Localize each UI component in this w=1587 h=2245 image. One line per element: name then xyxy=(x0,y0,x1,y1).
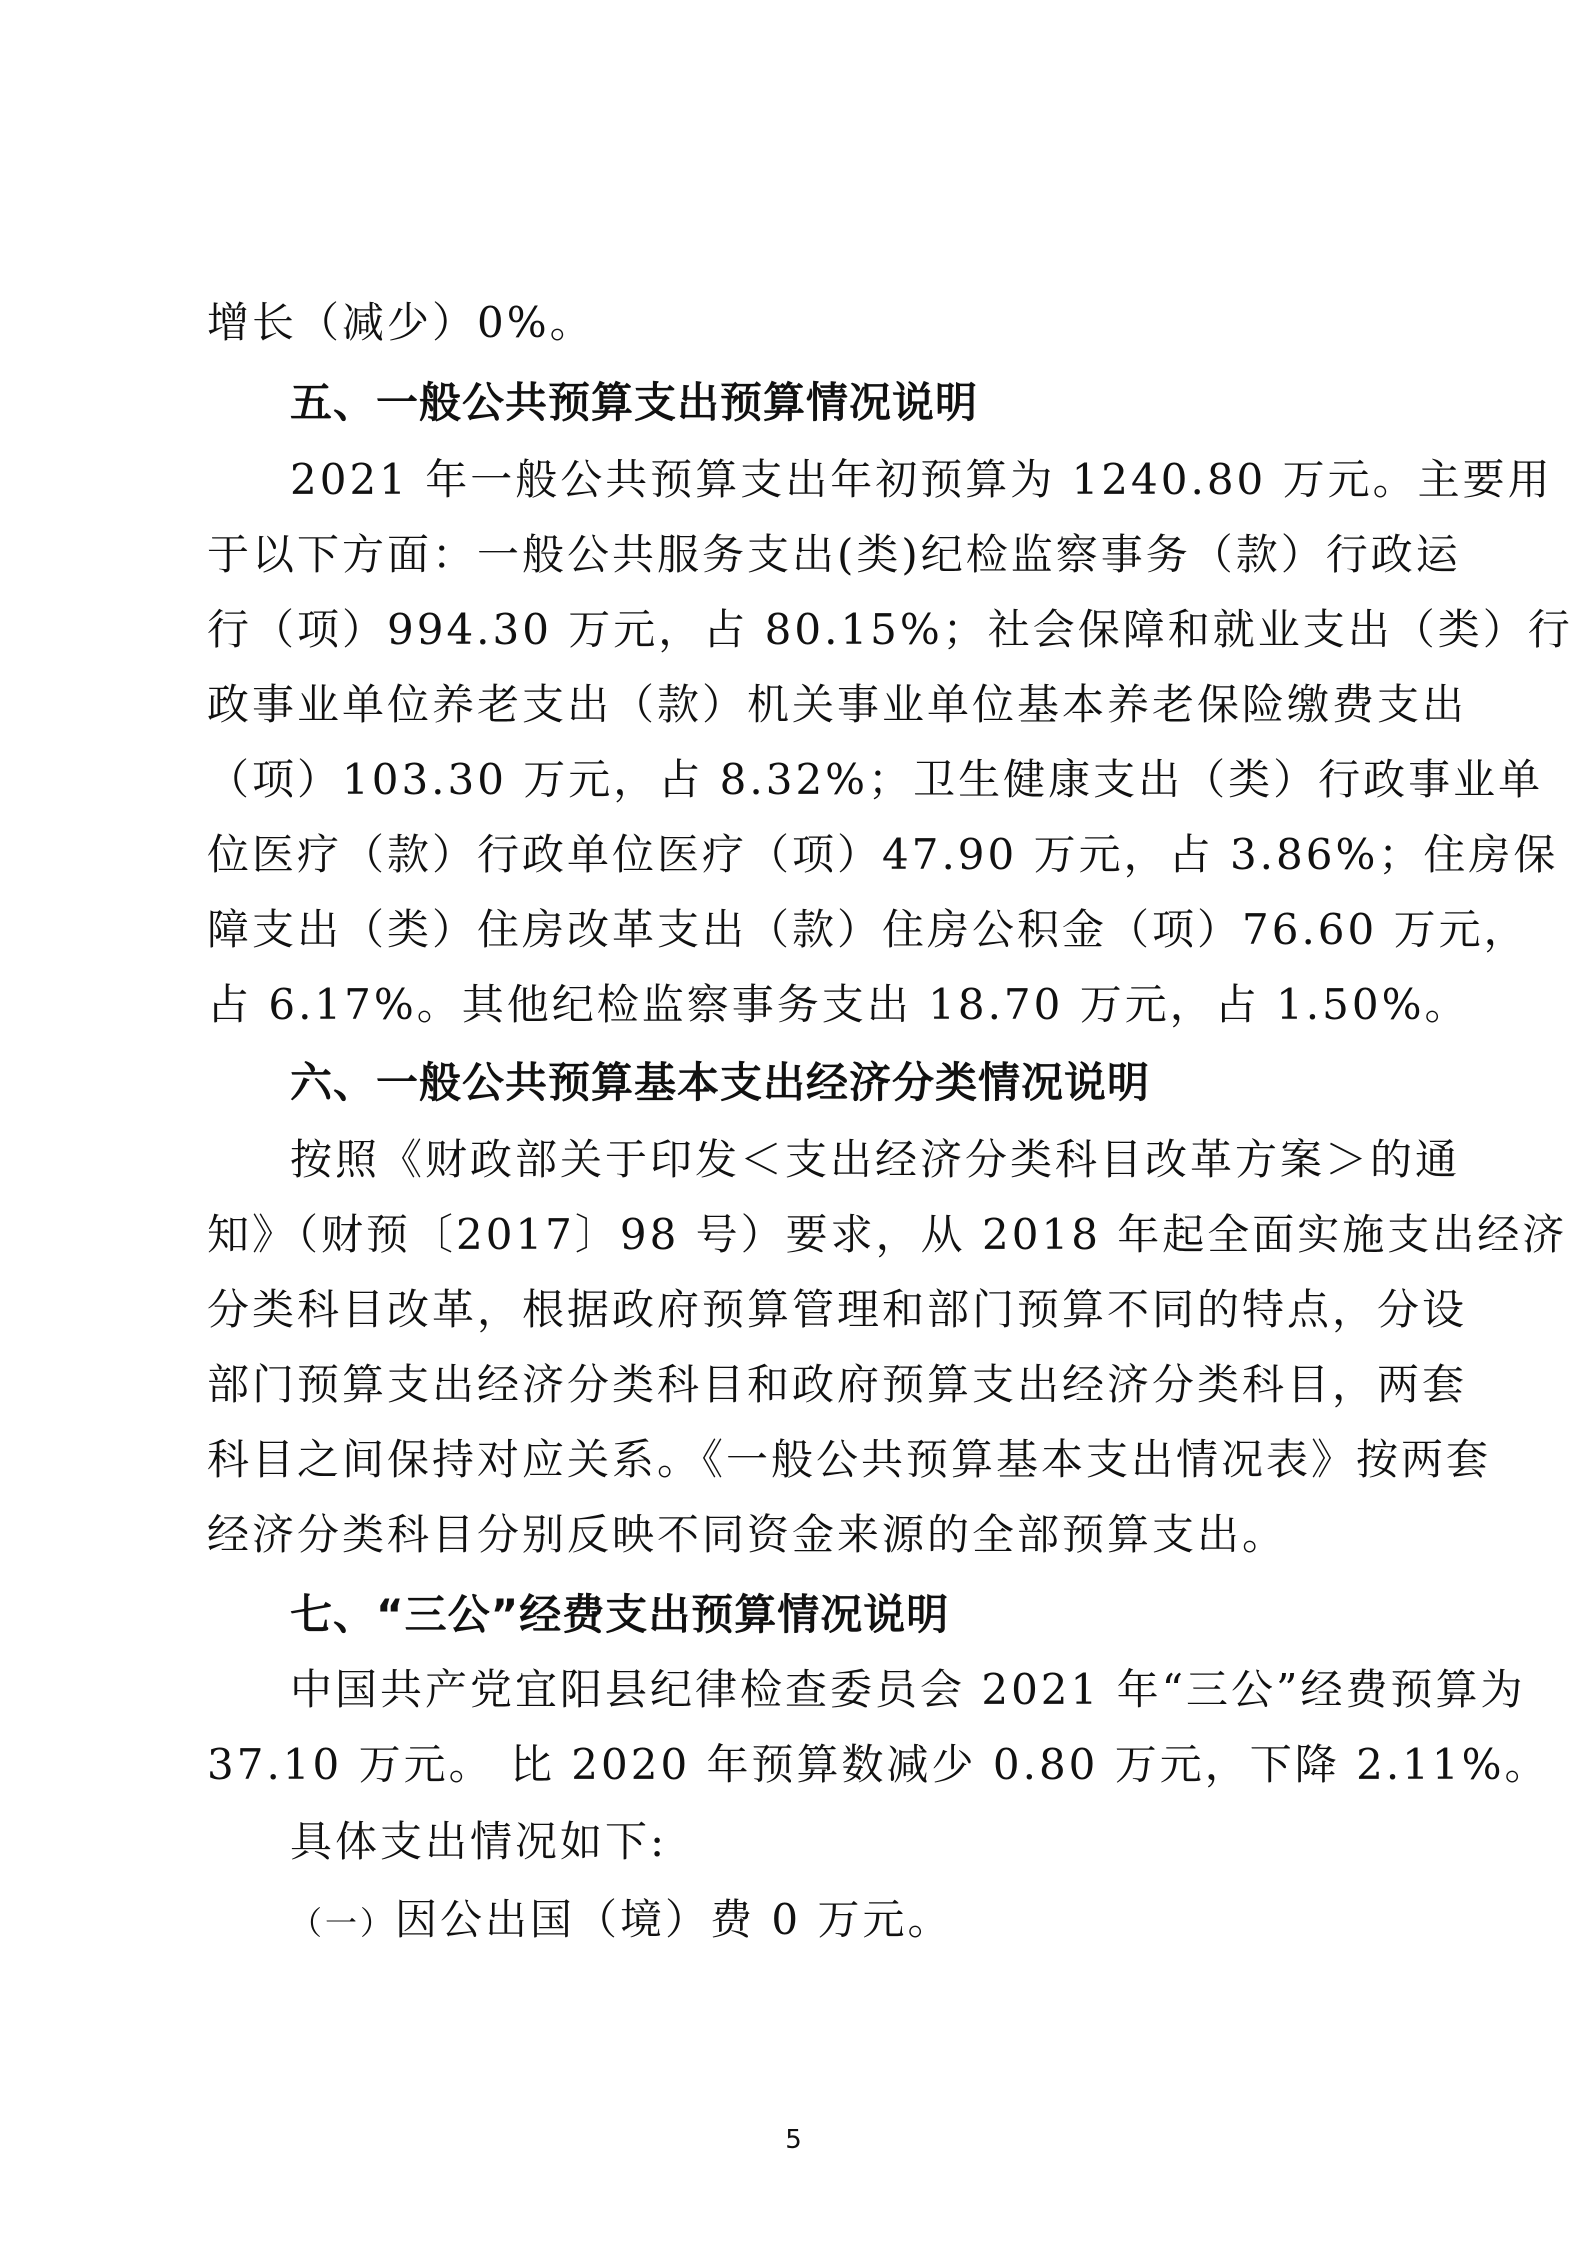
list-item-text: 因公出国（境）费 0 万元。 xyxy=(395,1895,953,1944)
paragraph-line: 2021 年一般公共预算支出年初预算为 1240.80 万元。主要用 xyxy=(290,455,1553,504)
paragraph-line: 障支出（类）住房改革支出（款）住房公积金（项）76.60 万元， xyxy=(207,905,1529,954)
paragraph-line: （项）103.30 万元，占 8.32%；卫生健康支出（类）行政事业单 xyxy=(207,755,1544,804)
paragraph-line: 知》（财预〔2017〕98 号）要求，从 2018 年起全面实施支出经济 xyxy=(207,1210,1568,1259)
section-heading-7: 七、“三公”经费支出预算情况说明 xyxy=(290,1590,950,1639)
paragraph-line: 中国共产党宜阳县纪律检查委员会 2021 年“三公”经费预算为 xyxy=(290,1665,1526,1714)
page-number: 5 xyxy=(785,2125,802,2155)
paragraph-line: 具体支出情况如下: xyxy=(290,1817,668,1866)
paragraph-line: 按照《财政部关于印发＜支出经济分类科目改革方案＞的通 xyxy=(290,1135,1461,1184)
paragraph-line: 分类科目改革，根据政府预算管理和部门预算不同的特点，分设 xyxy=(207,1285,1468,1334)
list-number: （一） xyxy=(290,1904,396,1942)
list-item-line xyxy=(290,1895,952,1948)
paragraph-line: 行（项）994.30 万元，占 80.15%；社会保障和就业支出（类）行 xyxy=(207,605,1573,654)
section-heading-5: 五、一般公共预算支出预算情况说明 xyxy=(290,378,979,427)
paragraph-line: 科目之间保持对应关系。《一般公共预算基本支出情况表》按两套 xyxy=(207,1435,1492,1484)
paragraph-line: 经济分类科目分别反映不同资金来源的全部预算支出。 xyxy=(207,1510,1288,1559)
paragraph-line: 37.10 万元。 比 2020 年预算数减少 0.80 万元，下降 2.11%。 xyxy=(207,1740,1550,1789)
section-heading-6: 六、一般公共预算基本支出经济分类情况说明 xyxy=(290,1058,1151,1107)
paragraph-line: 增长（减少）0%。 xyxy=(207,298,595,347)
paragraph-line: 位医疗（款）行政单位医疗（项）47.90 万元，占 3.86%；住房保 xyxy=(207,830,1559,879)
paragraph-line: 占 6.17%。其他纪检监察事务支出 18.70 万元，占 1.50%。 xyxy=(207,980,1470,1029)
paragraph-line: 政事业单位养老支出（款）机关事业单位基本养老保险缴费支出 xyxy=(207,680,1468,729)
paragraph-line: 于以下方面：一般公共服务支出(类)纪检监察事务（款）行政运 xyxy=(207,530,1461,579)
paragraph-line: 部门预算支出经济分类科目和政府预算支出经济分类科目，两套 xyxy=(207,1360,1468,1409)
